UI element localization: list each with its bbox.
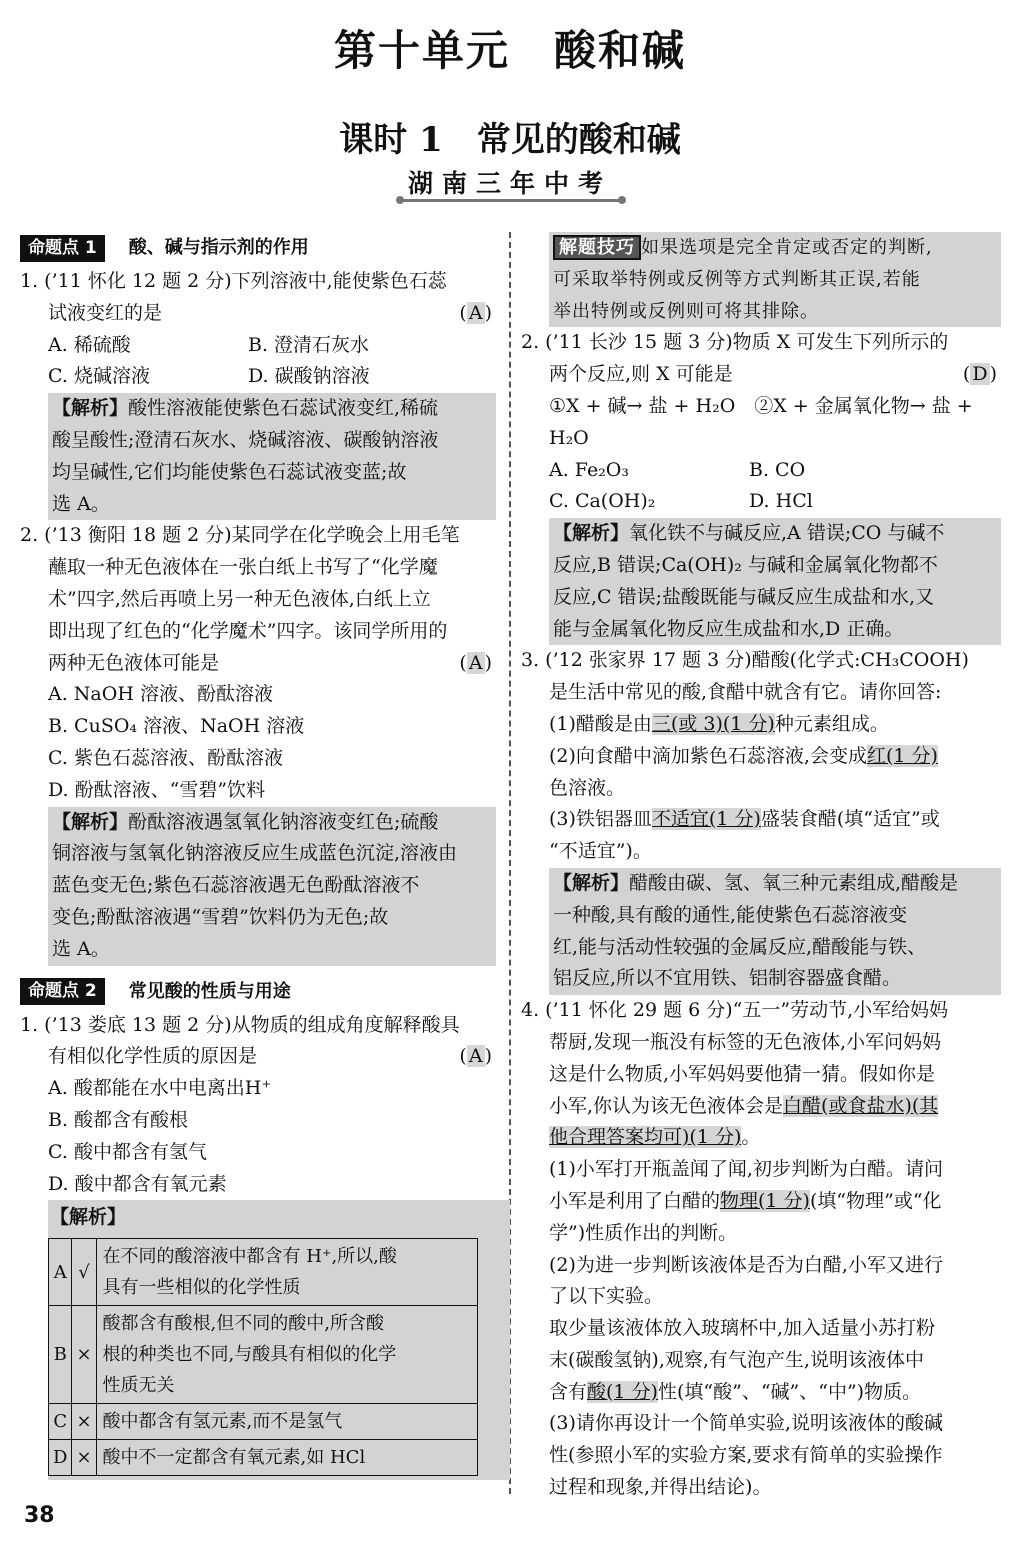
- explanation: 【解析】氧化铁不与碱反应,A 错误;CO 与碱不 反应,B 错误;Ca(OH)₂ 与碱和金属氧化物都不 反应,C 错误;盐酸既能与碱反应生成盐和水,又 能与金属氧化物反应生成盐和水,D 正确。: [549, 518, 1001, 645]
- filled-answer: 红(1 分): [866, 744, 938, 767]
- explanation: 【解析】酚酞溶液遇氢氧化钠溶液变红色;硫酸 铜溶液与氢氧化钠溶液反应生成蓝色沉淀,溶液由 蓝色变无色;紫色石蕊溶液遇无色酚酞溶液不 变色;酚酞溶液遇“雪碧”饮料仍为无色;故 选 A。: [48, 807, 496, 966]
- left-column: [20, 232, 496, 1480]
- table-row: B × 酸都含有酸根,但不同的酸中,所含酸 根的种类也不同,与酸具有相似的化学 性质无关: [49, 1306, 478, 1404]
- option-c: C. 酸中都含有氢气: [48, 1140, 207, 1163]
- banner-dot-left: [396, 196, 404, 204]
- answer: ( D ): [962, 363, 997, 386]
- option-b: B. CuSO₄ 溶液、NaOH 溶液: [48, 715, 305, 738]
- question-2-3: 3. (’12 张家界 17 题 3 分)醋酸(化学式:CH₃COOH) 是生活中常见的酸,食醋中就含有它。请你回答: (1)醋酸是由三(或 3)(1 分)种元素组成。 (2)向食醋中滴加紫色石蕊溶液,会变成红(1 分) 色溶液。 (3)铁铝器皿不适宜(1 分)盛装食醋(填“适宜”或 “不适宜”)。 【解析】醋酸由碳、氢、氧三种元素组成,醋酸是 一种酸,具有酸的通性,能使紫色石蕊溶液变 红,能与活动性较强的金属反应,醋酸能与铁、 铝反应,所以不宜用铁、铝制容器盛食醋。: [521, 645, 1001, 995]
- option-d: D. 酸中都含有氧元素: [48, 1172, 227, 1195]
- option-c: C. 紫色石蕊溶液、酚酞溶液: [48, 746, 283, 769]
- topic-header-1: [20, 232, 496, 264]
- option-a: A. NaOH 溶液、酚酞溶液: [48, 683, 273, 706]
- tip-tag: 解题技巧: [553, 235, 641, 260]
- filled-answer: 不适宜(1 分): [651, 808, 761, 831]
- question-2-4: 4. (’11 怀化 29 题 6 分)“五一”劳动节,小军给妈妈 帮厨,发现一瓶没有标签的无色液体,小军问妈妈 这是什么物质,小军妈妈要他猜一猜。假如你是 小军,你认为该无色液体会是白醋(或食盐水)(其 他合理答案均可)(1 分)。 (1)小军打开瓶盖闻了闻,初步判断为白醋。请问 小军是利用了白醋的物理(1 分)(填“物理”或“化 学”)性质作出的判断。 (2)为进一步判断该液体是否为白醋,小军又进行 了以下实验。 取少量该液体放入玻璃杯中,加入适量小苏打粉 末(碳酸氢钠),观察,有气泡产生,说明该液体中 含有酸(1 分)性(填“酸”、“碱”、“中”)物质。 (3)请你再设计一个简单实验,说明该液体的酸碱 性(参照小军的实验方案,要求有简单的实验操作 过程和现象,并得出结论)。: [521, 999, 949, 1499]
- option-d: D. 碳酸钠溶液: [248, 365, 370, 388]
- topic-tag: 命题点 1: [20, 235, 105, 262]
- topic-title: 酸、碱与指示剂的作用: [128, 237, 309, 259]
- analysis-table-block: [48, 1200, 510, 1480]
- question-2-1: 1. (’13 娄底 13 题 2 分)从物质的组成角度解释酸具 有相似化学性质的原因是 ( A ) A. 酸都能在水中电离出H⁺ B. 酸都含有酸根 C. 酸中都含有氢气 D. 酸中都含有氧元素 【解析】 A √ 在不同的酸溶液中都含有 H⁺,所以,酸 具有一些相似的化学性质 B × 酸都含有酸根,但不同的酸中,所含酸 根的种类也不同,与酸具有相似的化学 性质无关 C × 酸中都含有氢元素,而不是氢气 D × 酸中不一定都含有氧元素,如 HCl: [20, 1010, 496, 1481]
- answer: ( A ): [459, 1045, 492, 1068]
- banner-dot-right: [618, 196, 626, 204]
- explanation-tag: 【解析】: [50, 1206, 127, 1229]
- option-b: B. 澄清石灰水: [248, 333, 370, 356]
- option-c: C. Ca(OH)₂: [549, 490, 656, 513]
- filled-answer: 酸(1 分): [587, 1380, 658, 1403]
- banner-underline: [400, 199, 622, 202]
- answer: ( A ): [459, 651, 492, 674]
- filled-answer: 三(或 3)(1 分): [651, 712, 775, 735]
- question-1-1: [20, 266, 496, 520]
- table-row: D × 酸中不一定都含有氧元素,如 HCl: [49, 1440, 478, 1476]
- option-d: D. HCl: [749, 490, 813, 513]
- question-1-2: 2. (’13 衡阳 18 题 2 分)某同学在化学晚会上用毛笔 蘸取一种无色液体在一张白纸上书写了“化学魔 术”四字,然后再喷上另一种无色液体,白纸上立 即出现了红色的“化学魔术”四字。该同学所用的 两种无色液体可能是 ( A ) A. NaOH 溶液、酚酞溶液 B. CuSO₄ 溶液、NaOH 溶液 C. 紫色石蕊溶液、酚酞溶液 D. 酚酞溶液、“雪碧”饮料 【解析】酚酞溶液遇氢氧化钠溶液变红色;硫酸 铜溶液与氢氧化钠溶液反应生成蓝色沉淀,溶液由 蓝色变无色;紫色石蕊溶液遇无色酚酞溶液不 变色;酚酞溶液遇“雪碧”饮料仍为无色;故 选 A。: [20, 520, 496, 965]
- filled-answer: 白醋(或食盐水)(其: [783, 1094, 939, 1117]
- right-column: [521, 232, 1001, 1504]
- option-b: B. 酸都含有酸根: [48, 1108, 189, 1131]
- question-text: 试液变红的是: [48, 301, 163, 324]
- solving-tip: 解题技巧 如果选项是完全肯定或否定的判断, 可采取举特例或反例等方式判断其正误,若能 举出特例或反例则可将其排除。: [549, 232, 1001, 327]
- option-a: A. Fe₂O₃: [549, 458, 629, 481]
- explanation: 【解析】醋酸由碳、氢、氧三种元素组成,醋酸是 一种酸,具有酸的通性,能使紫色石蕊溶液变 红,能与活动性较强的金属反应,醋酸能与铁、 铝反应,所以不宜用铁、铝制容器盛食醋。: [549, 868, 1001, 995]
- answer: ( A ): [459, 301, 492, 324]
- question-2-2: 2. (’11 长沙 15 题 3 分)物质 X 可发生下列所示的 两个反应,则 X 可能是 ( D ) ①X + 碱→ 盐 + H₂O ②X + 金属氧化物→ 盐 + H₂O A. Fe₂O₃ B. CO C. Ca(OH)₂ D. HCl 【解析】氧化铁不与碱反应,A 错误;CO 与碱不 反应,B 错误;Ca(OH)₂ 与碱和金属氧化物都不 反应,C 错误;盐酸既能与碱反应生成盐和水,又 能与金属氧化物反应生成盐和水,D 正确。: [521, 327, 1001, 645]
- lesson-title: 课时 1 常见的酸和碱: [339, 120, 681, 160]
- question-text: 1. (’11 怀化 12 题 2 分)下列溶液中,能使紫色石蕊: [20, 270, 447, 292]
- explanation-tag: 【解析】: [52, 397, 129, 420]
- topic-title: 常见酸的性质与用途: [128, 980, 291, 1002]
- page-number: 38: [24, 1503, 55, 1528]
- option-b: B. CO: [749, 458, 806, 481]
- filled-answer: 物理(1 分): [720, 1189, 810, 1212]
- option-d: D. 酚酞溶液、“雪碧”饮料: [48, 778, 266, 801]
- analysis-table: [48, 1238, 478, 1476]
- explanation: 【解析】酸性溶液能使紫色石蕊试液变红,稀硫 酸呈酸性;澄清石灰水、烧碱溶液、碳酸钠溶液 均呈碱性,它们均能使紫色石蕊试液变蓝;故 选 A。: [48, 393, 496, 520]
- table-row: C × 酸中都含有氢元素,而不是氢气: [49, 1404, 478, 1440]
- table-row: A √ 在不同的酸溶液中都含有 H⁺,所以,酸 具有一些相似的化学性质: [49, 1239, 478, 1306]
- section-banner: 湖南三年中考: [407, 169, 612, 198]
- unit-title: 第十单元 酸和碱: [333, 26, 686, 75]
- option-a: A. 酸都能在水中电离出H⁺: [48, 1077, 272, 1100]
- option-a: A. 稀硫酸: [48, 333, 131, 356]
- topic-header-2: [20, 976, 496, 1008]
- topic-tag: 命题点 2: [20, 978, 105, 1005]
- option-c: C. 烧碱溶液: [48, 365, 150, 388]
- filled-answer: 他合理答案均可)(1 分): [549, 1126, 742, 1149]
